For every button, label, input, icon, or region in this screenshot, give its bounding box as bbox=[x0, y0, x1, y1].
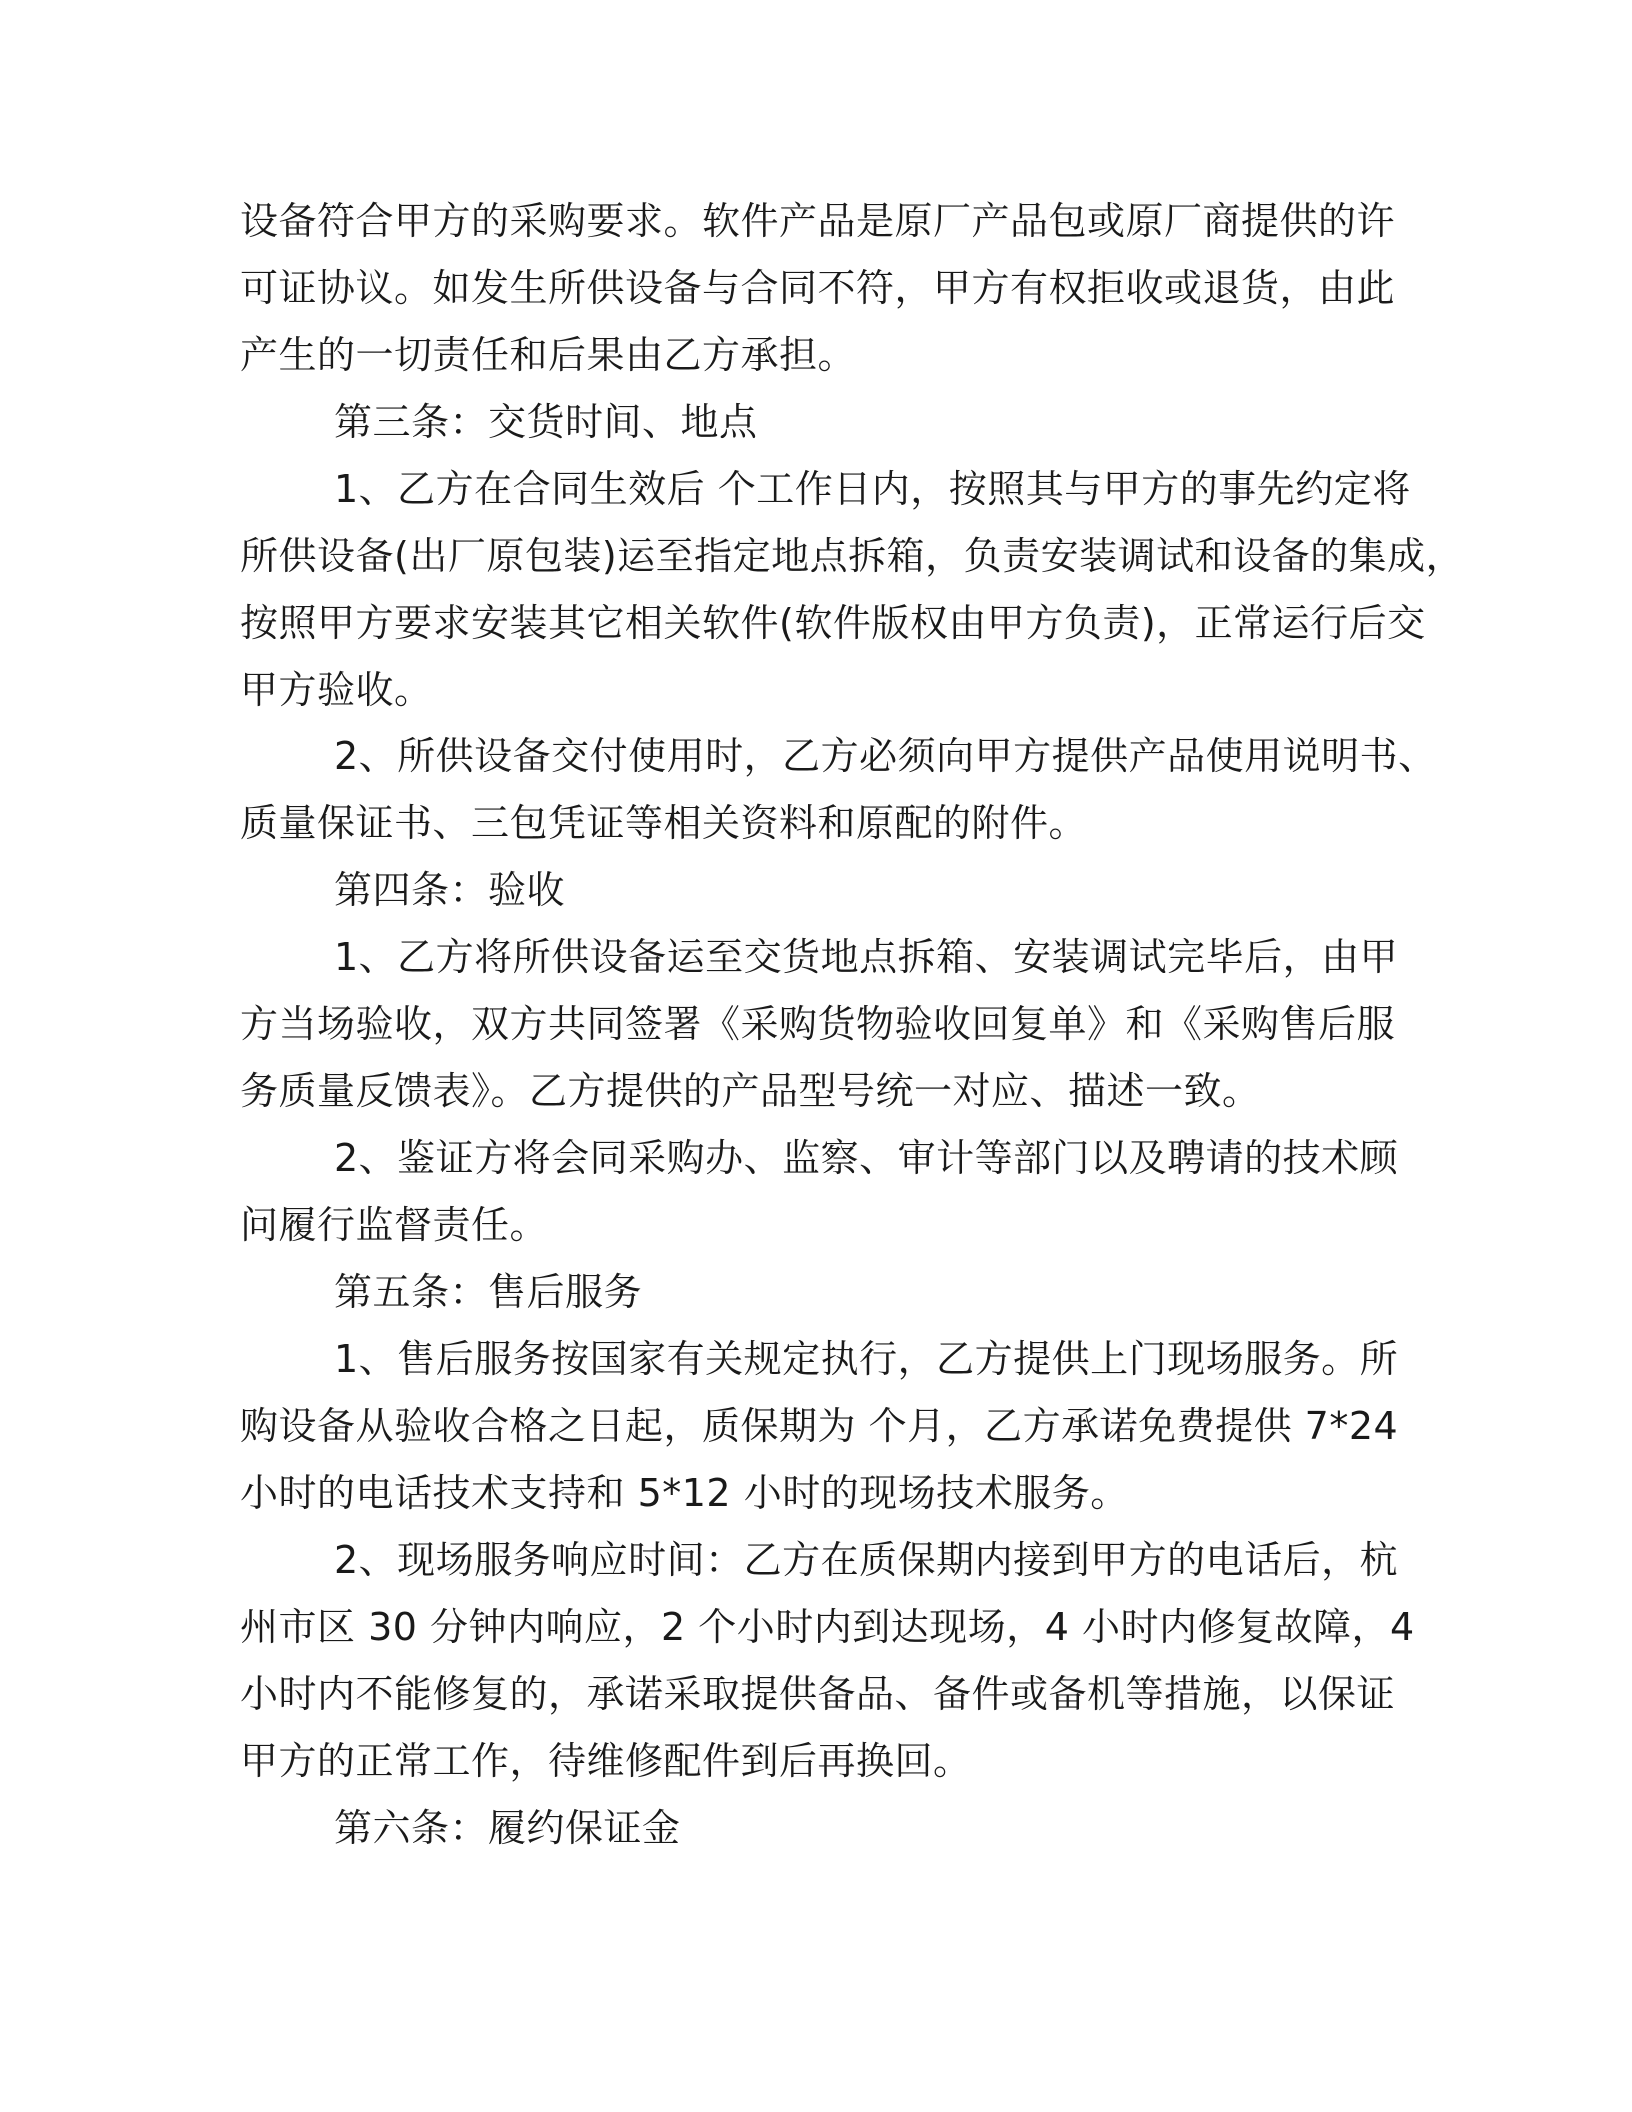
text-line: 小时内不能修复的，承诺采取提供备品、备件或备机等措施，以保证 bbox=[240, 1672, 1396, 1716]
text-line: 务质量反馈表》。乙方提供的产品型号统一对应、描述一致。 bbox=[240, 1069, 1261, 1113]
article-heading: 第四条：验收 bbox=[334, 868, 566, 912]
text-line: 1、乙方将所供设备运至交货地点拆箱、安装调试完毕后，由甲 bbox=[334, 935, 1399, 979]
text-line: 按照甲方要求安装其它相关软件(软件版权由甲方负责)，正常运行后交 bbox=[240, 601, 1426, 645]
text-line: 州市区 30 分钟内响应，2 个小时内到达现场，4 小时内修复故障，4 bbox=[240, 1605, 1415, 1649]
article-heading: 第六条：履约保证金 bbox=[334, 1806, 681, 1850]
article-heading: 第三条：交货时间、地点 bbox=[334, 400, 758, 444]
text-line: 2、所供设备交付使用时，乙方必须向甲方提供产品使用说明书、 bbox=[334, 734, 1437, 778]
text-line: 1、乙方在合同生效后 个工作日内，按照其与甲方的事先约定将 bbox=[334, 467, 1411, 511]
article-heading: 第五条：售后服务 bbox=[334, 1270, 643, 1314]
text-line: 购设备从验收合格之日起，质保期为 个月，乙方承诺免费提供 7*24 bbox=[240, 1404, 1399, 1448]
text-line: 设备符合甲方的采购要求。软件产品是原厂产品包或原厂商提供的许 bbox=[240, 199, 1396, 243]
text-line: 甲方的正常工作，待维修配件到后再换回。 bbox=[240, 1739, 972, 1783]
text-line: 可证协议。如发生所供设备与合同不符，甲方有权拒收或退货，由此 bbox=[240, 266, 1396, 310]
text-line: 小时的电话技术支持和 5*12 小时的现场技术服务。 bbox=[240, 1471, 1129, 1515]
text-line: 质量保证书、三包凭证等相关资料和原配的附件。 bbox=[240, 801, 1088, 845]
text-line: 所供设备(出厂原包装)运至指定地点拆箱，负责安装调试和设备的集成， bbox=[240, 534, 1465, 578]
text-line: 2、现场服务响应时间：乙方在质保期内接到甲方的电话后，杭 bbox=[334, 1538, 1399, 1582]
text-line: 甲方验收。 bbox=[240, 668, 433, 712]
text-line: 方当场验收，双方共同签署《采购货物验收回复单》和《采购售后服 bbox=[240, 1002, 1396, 1046]
text-line: 2、鉴证方将会同采购办、监察、审计等部门以及聘请的技术顾 bbox=[334, 1136, 1399, 1180]
text-line: 1、售后服务按国家有关规定执行，乙方提供上门现场服务。所 bbox=[334, 1337, 1399, 1381]
text-line: 产生的一切责任和后果由乙方承担。 bbox=[240, 333, 857, 377]
text-line: 问履行监督责任。 bbox=[240, 1203, 549, 1247]
